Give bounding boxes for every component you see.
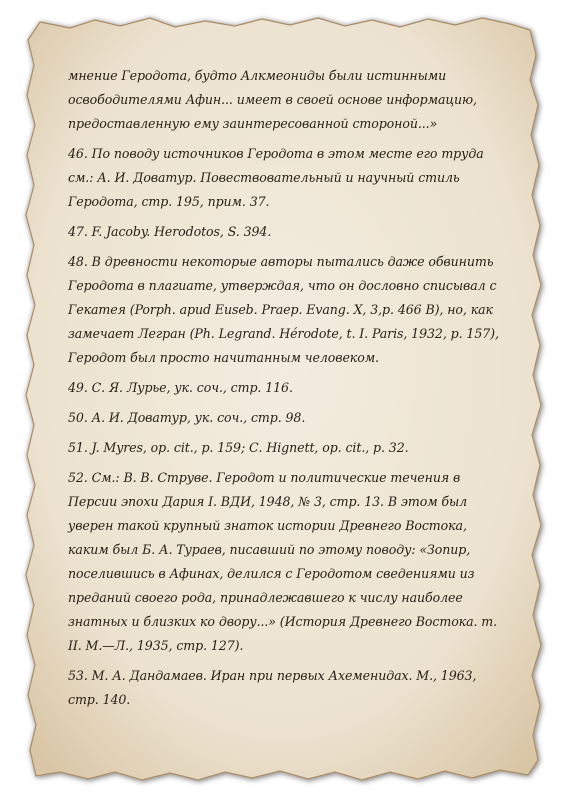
note-continuation: мнение Геродота, будто Алкмеониды были истинными освободителями Афин... имеет в своей основе информацию, предоставленную ему заинтересованной стороной...» [68, 68, 477, 131]
note-48: 48. В древности некоторые авторы пытались даже обвинить Геродота в плагиате, утверждая, что он дословно списывал с Гекатея (Porph. apud Euseb. Praep. Evang. X, 3,p. 466 В), но, как замечает Легран (Ph. Legrand. Hérodote, t. I. Paris, 1932, p. 157), Геродот был просто начитанным человеком. [68, 254, 499, 365]
footnotes-text [68, 64, 500, 718]
note-53: 53. М. А. Дандамаев. Иран при первых Ахеменидах. М., 1963, стр. 140. [68, 668, 477, 707]
note-52: 52. См.: В. В. Струве. Геродот и политические течения в Персии эпохи Дария I. ВДИ, 1948, № 3, стр. 13. В этом был уверен такой крупный знаток истории Древнего Востока, каким был Б. А. Тураев, писавший по этому поводу: «Зопир, поселившись в Афинах, делился с Геродотом сведениями из преданий своего рода, принадлежавшего к числу наиболее знатных и близких ко двору...» (История Древнего Востока. т. II. М.—Л., 1935, стр. 127). [68, 470, 498, 653]
note-50: 50. А. И. Доватур, ук. соч., стр. 98. [68, 410, 306, 425]
note-49: 49. С. Я. Лурье, ук. соч., стр. 116. [68, 380, 293, 395]
note-47: 47. F. Jacoby. Herodotos, S. 394. [68, 224, 272, 239]
note-51: 51. J. Myres, op. cit., p. 159; С. Hignett, op. cit., p. 32. [68, 440, 409, 455]
note-46: 46. По поводу источников Геродота в этом месте его труда см.: А. И. Доватур. Повествовательный и научный стиль Геродота, стр. 195, прим. 37. [68, 146, 484, 209]
